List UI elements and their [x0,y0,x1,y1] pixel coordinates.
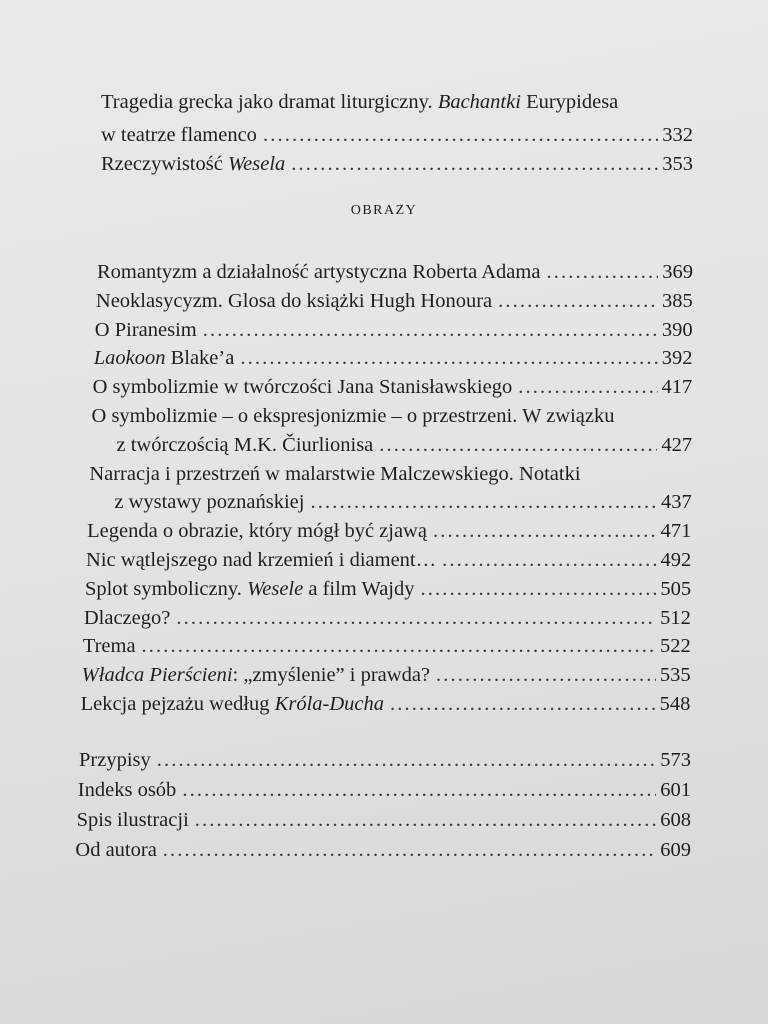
entry-title: Rzeczywistość Wesela [101,153,286,175]
dot-leader [390,690,656,718]
dot-leader [291,150,658,178]
toc-entry [75,836,691,864]
entry-title: Romantyzm a działalność artystyczna Roberta Adama [97,261,541,283]
entry-title: Laokoon Blake’a [93,347,235,370]
dot-leader [195,806,656,834]
toc-entry [95,316,693,344]
dot-leader [157,746,657,774]
toc-entry [94,344,693,372]
entry-title: Dlaczego? [83,606,171,629]
entry-title: Splot symboliczny. Wesele a film Wajdy [84,577,415,600]
entry-italic-text: Bachantki [437,91,521,113]
toc-entry [117,431,693,459]
dot-leader [379,431,657,459]
dot-leader [518,373,657,401]
section-heading: OBRAZY [350,203,418,218]
toc-entry [81,690,691,718]
page-number: 332 [662,124,693,146]
dot-leader [176,604,656,632]
entry-title: Neoklasycyzm. Glosa do książki Hugh Honoura [95,289,493,312]
entry-text: Eurypidesa [520,91,619,113]
entry-title: Trema [82,635,136,658]
toc-entry [87,517,691,545]
entry-title: Nic wątlejszego nad krzemień i diament… [86,549,437,571]
page-number: 535 [659,664,691,687]
entry-title: Indeks osób [77,779,177,801]
dot-leader [142,632,656,660]
page-number: 505 [660,577,692,600]
dot-leader [442,546,656,574]
dot-leader [436,661,656,689]
toc-entry-first-line: O symbolizmie – o ekspresjonizmie – o przestrzeni. W związku [91,405,615,427]
page-number: 437 [661,491,692,514]
dot-leader [546,258,658,286]
toc-entry [79,746,691,774]
entry-title: z twórczością M.K. Čiurlionisa [116,433,374,456]
page-number: 427 [661,433,693,456]
dot-leader [310,488,657,516]
dot-leader [182,776,656,804]
toc-entry [78,776,691,804]
entry-title: Legenda o obrazie, który mógł być zjawą [87,520,427,543]
toc-entry [101,150,693,178]
dot-leader [240,344,657,372]
page-number: 390 [661,318,693,341]
page-number: 609 [660,839,691,861]
toc-entry [101,121,693,149]
dot-leader [263,121,658,149]
toc-entry [114,488,691,516]
page-number: 573 [660,749,691,771]
dot-leader [203,316,658,344]
dot-leader [421,575,657,603]
page-number: 608 [660,809,691,831]
page-number: 369 [662,261,693,283]
toc-entry [84,604,691,632]
dot-leader [163,836,656,864]
entry-title: z wystawy poznańskiej [114,491,305,514]
toc-entry [85,575,691,603]
page-number: 492 [660,549,692,571]
entry-title: w teatrze flamenco [101,124,257,146]
entry-title: O Piranesim [94,318,197,341]
toc-entry-first-line [101,88,618,116]
page-number: 548 [659,693,691,715]
toc-entry-first-line: Narracja i przestrzeń w malarstwie Malczewskiego. Notatki [89,462,581,485]
toc-entry [93,373,693,401]
entry-title: Lekcja pejzażu według Króla-Ducha [80,693,384,715]
entry-text: Tragedia grecka jako dramat liturgiczny. [101,91,438,113]
toc-entry [86,546,691,574]
dot-leader [433,517,657,545]
page-number: 385 [662,289,693,312]
toc-entry [82,661,691,689]
page-number: 522 [659,635,691,658]
page-number: 392 [661,347,693,370]
page-number: 353 [662,153,693,175]
dot-leader [498,287,658,315]
entry-title: Przypisy [79,749,151,771]
entry-title: Od autora [75,839,157,861]
page-number: 417 [661,376,693,399]
entry-title: O symbolizmie w twórczości Jana Stanisławskiego [92,376,513,399]
toc-entry [96,287,693,315]
page-number: 601 [660,779,691,801]
entry-title: Władca Pierścieni: „zmyślenie” i prawda? [81,664,431,687]
toc-entry [77,806,691,834]
entry-title: Spis ilustracji [76,809,189,831]
page-number: 512 [660,606,691,629]
page-number: 471 [660,520,692,543]
toc-entry [97,258,693,286]
toc-entry [83,632,691,660]
